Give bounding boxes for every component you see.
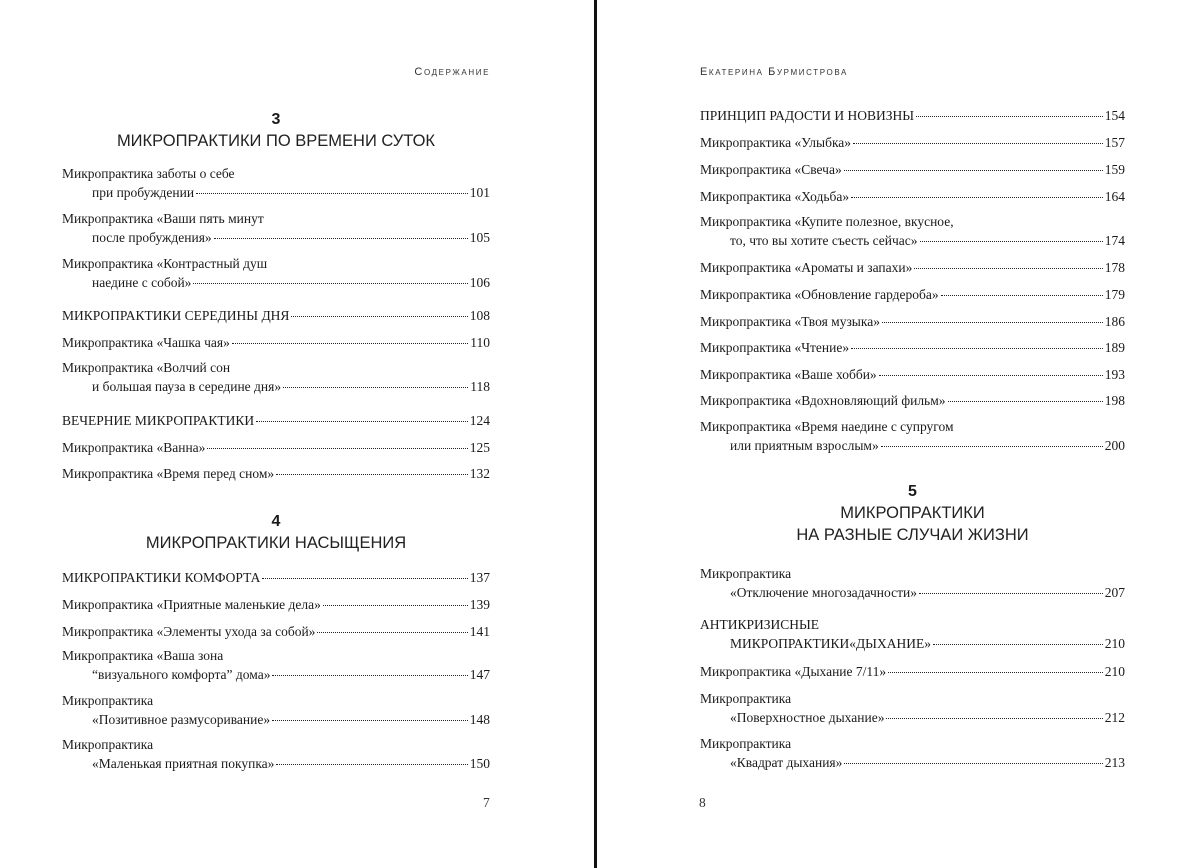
chapter-title-line: МИКРОПРАКТИКИ НАСЫЩЕНИЯ: [145, 534, 407, 552]
toc-page-number: 164: [1104, 189, 1125, 204]
toc-entry-title: Микропрактика: [700, 566, 792, 581]
toc-entry-title: Микропрактика «Время наедине с супругом: [700, 419, 954, 434]
toc-entry[interactable]: [62, 691, 490, 729]
toc-page-number: 207: [1104, 585, 1125, 600]
toc-page-number: 179: [1104, 287, 1125, 302]
toc-entry-title: Микропрактика: [700, 736, 792, 751]
toc-entry[interactable]: [62, 464, 490, 483]
toc-entry-title: Микропрактика «Твоя музыка»: [700, 314, 880, 329]
toc-entry-title: «Маленькая приятная покупка»: [92, 756, 275, 771]
toc-entry-title: при пробуждении: [92, 185, 195, 200]
toc-entry-title: Микропрактика «Вдохновляющий фильм»: [700, 393, 946, 408]
toc-page-number: 154: [1104, 108, 1125, 123]
toc-page-number: 213: [1104, 755, 1125, 770]
toc-entry[interactable]: [62, 735, 490, 773]
toc-page-number: 132: [469, 466, 490, 481]
toc-entry[interactable]: [62, 595, 490, 614]
toc-entry-title: Микропрактика «Ароматы и запахи»: [700, 260, 913, 275]
toc-page-number: 178: [1104, 260, 1125, 275]
toc-entry[interactable]: [62, 622, 490, 641]
toc-entry-title: Микропрактика заботы о себе: [62, 166, 235, 181]
chapter-number: 5: [908, 483, 917, 500]
toc-page-number: 125: [469, 440, 490, 455]
running-head: Екатерина Бурмистрова: [700, 66, 848, 78]
toc-page-number: 105: [469, 230, 490, 245]
toc-entry[interactable]: [62, 254, 490, 292]
toc-page-number: 101: [469, 185, 490, 200]
dot-leader: [844, 762, 1102, 764]
toc-entry-title: Микропрактика «Дыхание 7/11»: [700, 664, 887, 679]
page-number: 7: [483, 795, 490, 810]
toc-entry-title: Микропрактика «Ваша зона: [62, 648, 224, 663]
dot-leader: [920, 240, 1103, 242]
toc-entry-title: Микропрактика «Улыбка»: [700, 135, 852, 150]
toc-entry[interactable]: [700, 564, 1125, 602]
toc-entry[interactable]: [700, 391, 1125, 410]
dot-leader: [888, 671, 1103, 673]
toc-page-number: 157: [1104, 135, 1125, 150]
toc-entry[interactable]: [62, 333, 490, 352]
dot-leader: [844, 169, 1103, 171]
toc-page-number: 210: [1104, 636, 1125, 651]
toc-entry-title: ПРИНЦИП РАДОСТИ И НОВИЗНЫ: [700, 108, 915, 123]
dot-leader: [323, 604, 468, 606]
toc-entry-title: МИКРОПРАКТИКИ КОМФОРТА: [62, 570, 261, 585]
toc-page-number: 193: [1104, 367, 1125, 382]
toc-entry-title: Микропрактика «Чтение»: [700, 340, 850, 355]
dot-leader: [914, 267, 1102, 269]
toc-entry-title: Микропрактика: [62, 737, 154, 752]
toc-entry-title: Микропрактика «Купите полезное, вкусное,: [700, 214, 954, 229]
dot-leader: [916, 115, 1103, 117]
toc-entry-title: Микропрактика: [700, 691, 792, 706]
toc-entry-title: «Отключение многозадачности»: [730, 585, 917, 600]
toc-entry[interactable]: [62, 438, 490, 457]
chapter-number: 4: [271, 513, 281, 530]
dot-leader: [291, 315, 467, 317]
dot-leader: [214, 237, 468, 239]
toc-entry-title: АНТИКРИЗИСНЫЕ: [700, 617, 820, 632]
dot-leader: [272, 674, 467, 676]
toc-entry[interactable]: [700, 417, 1125, 455]
dot-leader: [193, 282, 467, 284]
toc-entry-title: Микропрактика «Время перед сном»: [62, 466, 275, 481]
toc-entry-title: Микропрактика «Свеча»: [700, 162, 842, 177]
toc-page-number: 110: [470, 335, 490, 350]
toc-entry-title: Микропрактика «Волчий сон: [62, 360, 231, 375]
toc-entry[interactable]: [700, 133, 1125, 152]
toc-entry-title: Микропрактика «Контрастный душ: [62, 256, 268, 271]
toc-entry-title: Микропрактика «Элементы ухода за собой»: [62, 624, 316, 639]
toc-entry[interactable]: [700, 106, 1125, 125]
toc-entry-title: “визуального комфорта” дома»: [92, 667, 271, 682]
dot-leader: [941, 294, 1103, 296]
toc-page-number: 174: [1104, 233, 1125, 248]
dot-leader: [851, 347, 1103, 349]
toc-entry-title: Микропрактика «Ваши пять минут: [62, 211, 264, 226]
dot-leader: [256, 420, 468, 422]
toc-entry[interactable]: [700, 312, 1125, 331]
dot-leader: [886, 717, 1102, 719]
dot-leader: [879, 374, 1103, 376]
toc-entry[interactable]: [62, 358, 490, 396]
dot-leader: [933, 643, 1103, 645]
dot-leader: [948, 400, 1103, 402]
toc-entry-title: Микропрактика «Чашка чая»: [62, 335, 230, 350]
dot-leader: [232, 342, 468, 344]
toc-entry[interactable]: [700, 338, 1125, 357]
page-number: 8: [699, 795, 706, 810]
toc-entry[interactable]: [62, 411, 490, 430]
running-head: Содержание: [414, 66, 490, 78]
toc-entry[interactable]: [62, 306, 490, 325]
dot-leader: [283, 386, 468, 388]
toc-entry-title: или приятным взрослым»: [730, 438, 879, 453]
toc-page-number: 148: [469, 712, 490, 727]
toc-entry-title: наедине с собой»: [92, 275, 192, 290]
chapter-5-heading: [700, 482, 1125, 546]
toc-entry[interactable]: [700, 365, 1125, 384]
dot-leader: [196, 192, 468, 194]
toc-page-number: 198: [1104, 393, 1125, 408]
dot-leader: [853, 142, 1103, 144]
toc-page-number: 139: [469, 597, 490, 612]
dot-leader: [317, 631, 467, 633]
toc-page-number: 186: [1104, 314, 1125, 329]
toc-page-number: 106: [469, 275, 490, 290]
chapter-3-heading: [62, 110, 490, 152]
toc-page-number: 150: [469, 756, 490, 771]
toc-entry[interactable]: [700, 258, 1125, 277]
toc-entry[interactable]: [700, 734, 1125, 772]
toc-page-number: 210: [1104, 664, 1125, 679]
toc-page-number: 124: [469, 413, 490, 428]
toc-page-number: 118: [470, 379, 490, 394]
toc-entry-title: МИКРОПРАКТИКИ СЕРЕДИНЫ ДНЯ: [62, 308, 290, 323]
toc-entry-title: Микропрактика «Обновление гардероба»: [700, 287, 939, 302]
dot-leader: [919, 592, 1103, 594]
toc-entry[interactable]: [62, 209, 490, 247]
chapter-4-heading: [62, 512, 490, 554]
toc-entry-title: после пробуждения»: [92, 230, 212, 245]
dot-leader: [881, 445, 1103, 447]
toc-page-number: 147: [469, 667, 490, 682]
toc-entry-title: Микропрактика «Ваше хобби»: [700, 367, 877, 382]
toc-entry-title: Микропрактика: [62, 693, 154, 708]
toc-entry-title: «Позитивное размусоривание»: [92, 712, 271, 727]
dot-leader: [276, 473, 468, 475]
toc-entry-title: МИКРОПРАКТИКИ«ДЫХАНИЕ»: [730, 636, 931, 651]
toc-entry-title: Микропрактика «Приятные маленькие дела»: [62, 597, 321, 612]
toc-entry[interactable]: [700, 689, 1125, 727]
toc-entry[interactable]: [700, 615, 1125, 653]
dot-leader: [276, 763, 467, 765]
chapter-number: 3: [271, 111, 281, 128]
dot-leader: [272, 719, 468, 721]
toc-entry[interactable]: [700, 285, 1125, 304]
toc-entry-title: «Квадрат дыхания»: [730, 755, 843, 770]
toc-page-number: 159: [1104, 162, 1125, 177]
toc-entry[interactable]: [700, 662, 1125, 681]
toc-page-number: 189: [1104, 340, 1125, 355]
toc-page-number: 108: [469, 308, 490, 323]
right-page: [597, 0, 1189, 868]
toc-page-number: 200: [1104, 438, 1125, 453]
toc-entry-title: Микропрактика «Ванна»: [62, 440, 206, 455]
toc-page-number: 141: [469, 624, 490, 639]
left-page: [0, 0, 594, 868]
toc-entry-title: ВЕЧЕРНИЕ МИКРОПРАКТИКИ: [62, 413, 255, 428]
toc-entry[interactable]: [700, 212, 1125, 250]
dot-leader: [207, 447, 467, 449]
toc-entry-title: Микропрактика «Ходьба»: [700, 189, 850, 204]
toc-page-number: 137: [469, 570, 490, 585]
dot-leader: [262, 577, 467, 579]
toc-entry-title: и большая пауза в середине дня»: [92, 379, 282, 394]
toc-entry[interactable]: [700, 187, 1125, 206]
toc-entry-title: то, что вы хотите съесть сейчас»: [730, 233, 918, 248]
dot-leader: [851, 196, 1103, 198]
toc-entry[interactable]: [62, 568, 490, 587]
chapter-title-line: МИКРОПРАКТИКИ: [840, 504, 985, 522]
chapter-title-line: МИКРОПРАКТИКИ ПО ВРЕМЕНИ СУТОК: [116, 132, 436, 150]
dot-leader: [882, 321, 1103, 323]
chapter-title-line: НА РАЗНЫЕ СЛУЧАИ ЖИЗНИ: [796, 526, 1029, 544]
toc-entry[interactable]: [62, 646, 490, 684]
toc-page-number: 212: [1104, 710, 1125, 725]
toc-entry-title: «Поверхностное дыхание»: [730, 710, 885, 725]
toc-entry[interactable]: [62, 164, 490, 202]
toc-entry[interactable]: [700, 160, 1125, 179]
